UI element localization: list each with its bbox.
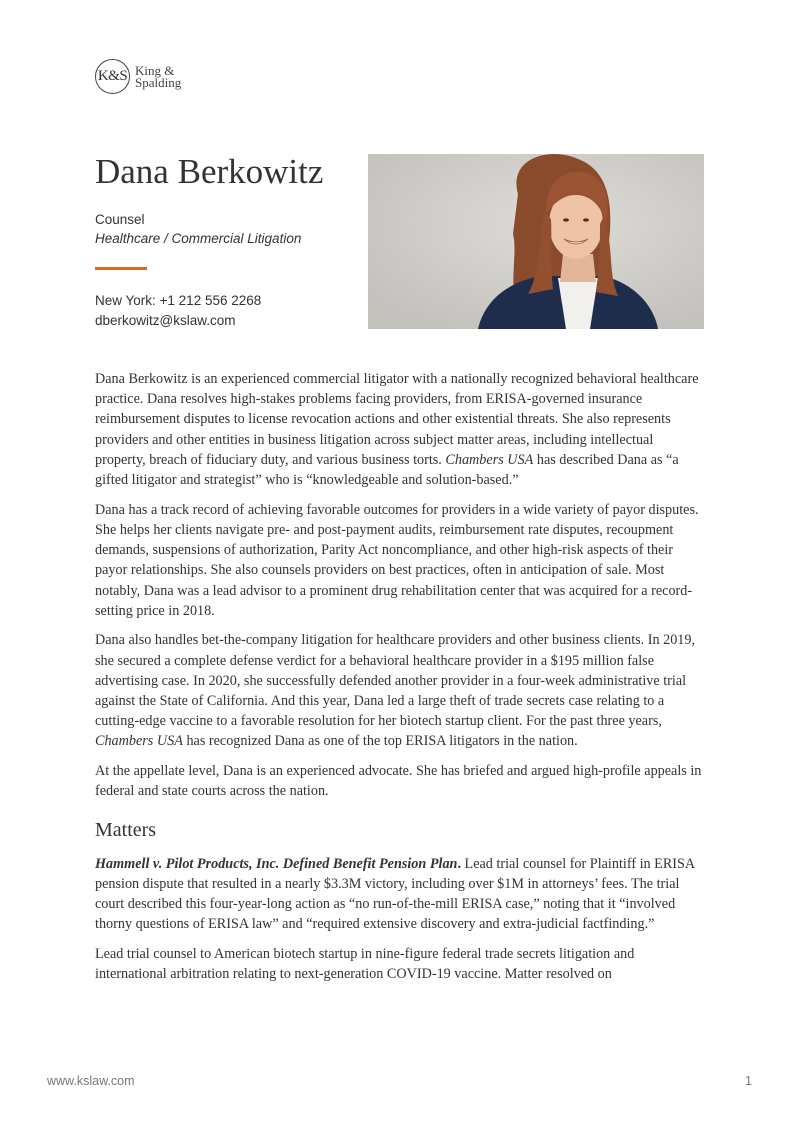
bio-paragraph-4: At the appellate level, Dana is an experienced advocate. She has briefed and argued high-profile appeals in federal and state courts across the nation. bbox=[95, 763, 702, 800]
publication-name: Chambers USA bbox=[445, 451, 534, 468]
bio-text: has described Dana as “a gifted litigator and strategist” who is “knowledgeable and solution-based.” bbox=[95, 451, 679, 489]
matter-case-dot: . bbox=[457, 855, 461, 872]
portrait-illustration bbox=[368, 154, 704, 329]
matter-description: Lead trial counsel for Plaintiff in ERISA pension dispute that resulted in a nearly $3.3M victory, including over $1M in attorneys’ fees. The trial court described this four-year-long action as “no run-of-the-mill ERISA case,” noting that it “involved thorny questions of ERISA law” and “required extensive discovery and extra-judicial factfinding.” bbox=[95, 855, 695, 933]
logo-line-1: King & bbox=[135, 62, 175, 78]
matters-heading: Matters bbox=[95, 818, 157, 841]
profile-phone: New York: +1 212 556 2268 bbox=[95, 293, 262, 308]
profile-practice: Healthcare / Commercial Litigation bbox=[95, 231, 302, 246]
matter-item: Lead trial counsel to American biotech startup in nine-figure federal trade secrets litigation and international arbitration relating to next-generation COVID-19 vaccine. Matter resolved on bbox=[95, 945, 635, 983]
profile-photo bbox=[368, 154, 704, 329]
bio-paragraph-2: Dana has a track record of achieving favorable outcomes for providers in a wide variety of payor disputes. She helps her clients navigate pre- and post-payment audits, reimbursement rate disputes, recoupment demands, suspensions of authorization, Parity Act noncompliance, and other high-risk aspects of their payor relationships. She also counsels providers on best practices, often in anticipation of sale. Most notably, Dana was a lead advisor to a prominent drug rehabilitation center that was acquired for a record-setting price in 2018. bbox=[95, 501, 699, 619]
accent-divider bbox=[95, 267, 147, 270]
footer-website[interactable]: www.kslaw.com bbox=[47, 1074, 135, 1088]
bio-text: has recognized Dana as one of the top ERISA litigators in the nation. bbox=[182, 733, 578, 750]
page-number: 1 bbox=[745, 1074, 752, 1088]
bio-paragraph-3 bbox=[95, 630, 707, 751]
bio-content bbox=[95, 369, 707, 994]
matter-item bbox=[95, 854, 707, 935]
profile-name: Dana Berkowitz bbox=[95, 152, 324, 191]
logo-line-2: Spalding bbox=[135, 74, 182, 90]
profile-title: Counsel bbox=[95, 212, 145, 227]
matter-case-name: Hammell v. Pilot Products, Inc. Defined Benefit Pension Plan bbox=[95, 855, 458, 872]
firm-logo bbox=[95, 59, 181, 94]
bio-text: Dana also handles bet-the-company litigation for healthcare providers and other business clients. In 2019, she secured a complete defense verdict for a behavioral healthcare provider in a $195 million false advertising case. In 2020, she successfully defended another provider in a four-week administrative trial against the State of California. And this year, Dana led a large theft of trade secrets case relating to a cutting-edge vaccine to a favorable resolution for her biotech startup client. For the past three years, bbox=[95, 632, 696, 730]
bio-text: Dana Berkowitz is an experienced commercial litigator with a nationally recognized behavioral healthcare practice. Dana resolves high-stakes problems facing providers, from ERISA-governed insurance reimbursement disputes to license revocation actions and other existential threats. She also represents providers and other entities in business litigation across subject matter areas, including intellectual property, breach of fiduciary duty, and various business torts. bbox=[95, 371, 699, 468]
publication-name: Chambers USA bbox=[95, 733, 183, 750]
bio-paragraph-1 bbox=[95, 369, 707, 490]
profile-email[interactable]: dberkowitz@kslaw.com bbox=[95, 313, 236, 328]
logo-wordmark bbox=[135, 62, 182, 90]
logo-monogram: K&S bbox=[95, 59, 130, 94]
